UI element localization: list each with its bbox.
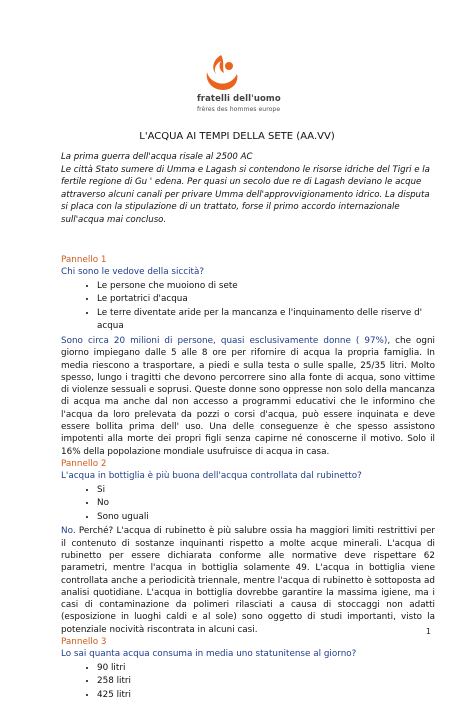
page-number: 1: [425, 627, 431, 636]
option-item: • No: [97, 497, 435, 511]
answer-highlight: No: [61, 526, 73, 537]
option-list: [61, 662, 435, 703]
content: [61, 254, 435, 703]
option-item: • 90 litri: [97, 662, 435, 676]
option-list: [61, 484, 435, 525]
panel-heading: Pannello 2: [61, 458, 107, 469]
option-item: • Sono uguali: [97, 511, 435, 525]
panel-answer: [61, 525, 435, 636]
panel-2: [61, 458, 435, 636]
panel-question: Chi sono le vedove della siccità?: [61, 267, 205, 278]
panel-question: Lo sai quanta acqua consuma in media uno statunitense al giorno?: [61, 649, 357, 660]
intro-line-1: La prima guerra dell'acqua risale al 2500 AC: [61, 152, 253, 162]
intro-paragraph: Le città Stato sumere di Umma e Lagash si contendono le risorse idriche del Tigri e la fertile regione di Gu ' edena. Per quasi un secolo due re di Lagash deviano le acque attraverso alcuni canali per privare Umma dell'approvvigionamento idrico. La disputa si placa con la stipulazione di un trattato, forse il primo accordo internazionale sull'acqua mai concluso.: [61, 164, 430, 225]
panel-1: [61, 254, 435, 458]
logo: [197, 52, 287, 122]
answer-highlight: Sono circa 20 milioni di persone, quasi esclusivamente donne ( 97%): [61, 335, 388, 346]
logo-subtitle: frères des hommes europe: [197, 106, 281, 113]
option-item: • Le persone che muoiono di sete: [97, 280, 435, 294]
option-item: • Le portatrici d'acqua: [97, 293, 435, 307]
logo-name: fratelli dell'uomo: [197, 94, 281, 104]
option-item: • 258 litri: [97, 675, 435, 689]
answer-text: , che ogni giorno impiegano dalle 5 alle 8 ore per rifornire di acqua la propria famiglia. In media riescono a trasportare, a piedi e sulla testa o sulle spalle, 25/35 litri. Molto spesso, lungo i tragitti che devono percorrere sino alla fonte di acqua, sono vittime di violenze sessuali e soprusi. Queste donne sono oppresse non solo della mancanza di acqua ma anche dal non accesso a programmi educativi che le informino che l'acqua da loro prelevata da pozzi o corsi d'acqua, può essere inquinata e deve essere bollita prima dell' uso. Una delle conseguenze è che spesso assistono impotenti alla morte dei propri figli senza capirne né conoscerne il motivo. Solo il 16% della popolazione mondiale usufruisce di acqua in casa.: [61, 335, 436, 457]
flame-logo-icon: [199, 52, 243, 94]
option-list: [61, 280, 435, 334]
panel-heading: Pannello 1: [61, 255, 107, 265]
option-item: • 425 litri: [97, 689, 435, 703]
option-item: • Le terre diventate aride per la mancanza e l'inquinamento delle riserve d' acqua: [97, 307, 435, 334]
panel-3: [61, 636, 435, 702]
panel-heading: Pannello 3: [61, 636, 107, 647]
panel-answer: [61, 335, 435, 458]
option-item: • Si: [97, 484, 435, 498]
panel-question: L'acqua in bottiglia è più buona dell'acqua controllata dal rubinetto?: [61, 471, 362, 482]
intro-block: [61, 151, 436, 227]
document-title: L'ACQUA AI TEMPI DELLA SETE (AA.VV): [139, 131, 335, 142]
answer-text: . Perché? L'acqua di rubinetto è più salubre ossia ha maggiori limiti restrittivi per il contenuto di sostanze inquinanti rispetto a molte acque minerali. L'acqua di rubinetto per essere dichiarata conforme alle normative deve rispettare 62 parametri, mentre l'acqua in bottiglia solamente 49. L'acqua in bottiglia viene controllata anche a periodicità triennale, mentre l'acqua di rubinetto è sottoposta ad analisi quotidiane. L'acqua in bottiglia dovrebbe garantire la massima igiene, ma i casi di contaminazione da polimeri rilasciati a causa di stoccaggi non adatti (esposizione in luoghi caldi e al sole) sono oggetto di studi importanti, visto la potenziale nocività riscontrata in alcuni casi.: [61, 526, 435, 635]
